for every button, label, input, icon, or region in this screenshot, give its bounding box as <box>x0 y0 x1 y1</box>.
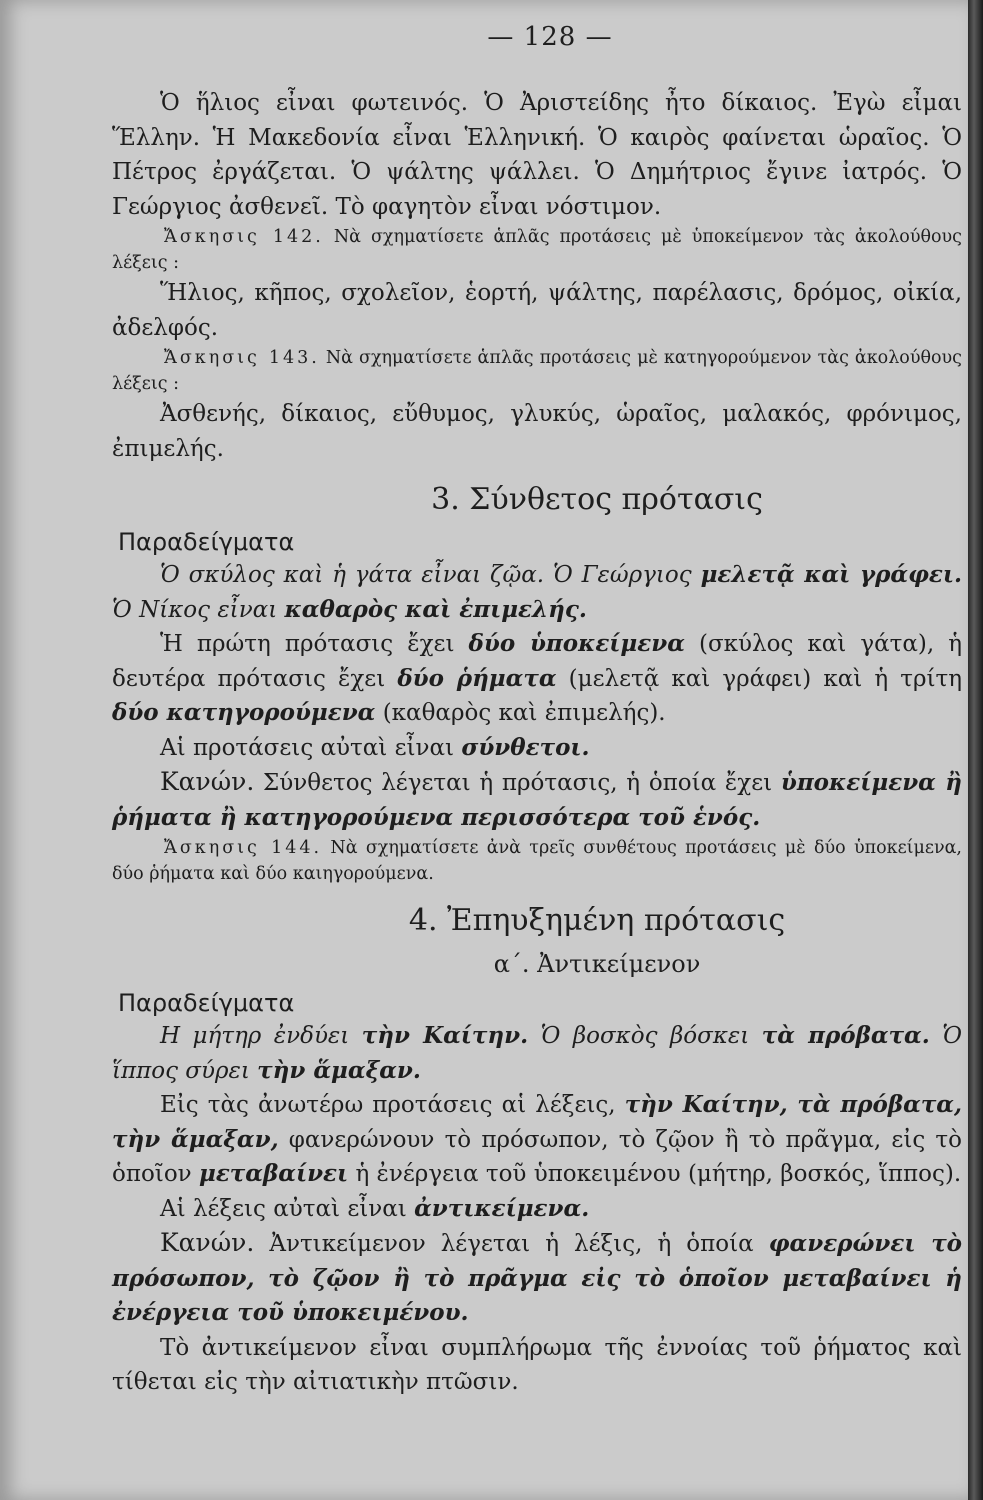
s3-example-c: Ὁ Νίκος εἶναι <box>112 596 278 623</box>
s4-example-e: Ὁ ἵππος σύρει <box>112 1023 962 1084</box>
section-4-heading: 4. Ἐπηυξημένη πρότασις <box>408 903 786 938</box>
intro-paragraph: Ὁ ἥλιος εἶναι φωτεινός. Ὁ Ἀριστείδης ἦτο δίκαιος. Ἐγὼ εἶμαι Ἕλλην. Ἡ Μακεδονία εἶναι Ἑλληνική. Ὁ καιρὸς φαίνεται ὡραῖος. Ὁ Πέτρος ἐργάζεται. Ὁ ψάλτης ψάλλει. Ὁ Δημήτριος ἔγινε ἰατρός. Ὁ Γεώργιος ἀσθενεῖ. Τὸ φαγητὸν εἶναι νόστιμον. <box>112 90 962 220</box>
s3-rule-a: Σύνθετος λέγεται ἡ πρότασις, ἡ ὁποία ἔχει <box>263 770 773 796</box>
s4-expl-a: Εἰς τὰς ἀνωτέρω προτάσεις αἱ λέξεις, <box>160 1092 616 1118</box>
section-3-conclusion <box>112 731 962 766</box>
s3-expl-c: (σκύλος καὶ γάτα), ἡ δευτέρα πρότασις ἔχει <box>112 631 963 692</box>
page-number: — 128 — <box>487 22 613 52</box>
exercise-142-label: Ἄσκησις 142. <box>164 227 324 247</box>
s4-example-d: τὰ πρόβατα. <box>761 1022 930 1049</box>
s4-example-f: τὴν ἅμαξαν. <box>257 1056 421 1084</box>
section-4-conclusion <box>112 1192 962 1227</box>
s3-rule-label: Κανών. <box>160 767 255 796</box>
s3-example-b: μελετᾷ καὶ γράφει. <box>700 561 963 588</box>
s3-example-d: καθαρὸς καὶ ἐπιμελής. <box>284 595 587 623</box>
exercise-143-words: Ἀσθενής, δίκαιος, εὔθυμος, γλυκύς, ὡραῖος, μαλακός, φρόνιμος, ἐπιμελής. <box>112 401 962 462</box>
exercise-143-instruction: Νὰ σχηματίσετε ἁπλᾶς προτάσεις μὲ κατηγορούμενον τὰς ἀκολούθους λέξεις : <box>112 348 962 394</box>
s3-example-a: Ὁ σκύλος καὶ ἡ γάτα εἶναι ζῷα. Ὁ Γεώργιος <box>160 562 692 588</box>
section-3-explanation <box>112 627 962 731</box>
s4-expl-d: μεταβαίνει <box>198 1160 349 1187</box>
exercise-142 <box>112 224 962 276</box>
exercise-144 <box>112 835 962 887</box>
section-4-explanation <box>112 1088 962 1192</box>
section-3-examples <box>112 558 962 627</box>
s4-expl-b: τὴν Καίτην, τὰ πρόβατα, τὴν ἅμαξαν, <box>112 1091 962 1153</box>
s3-expl-f: δύο κατηγορούμενα <box>112 699 376 726</box>
s4-rule-b: φανερώνει τὸ πρόσωπον, τὸ ζῷον ἢ τὸ πρᾶγμα εἰς τὸ ὁποῖον μεταβαίνει ἡ ἐνέργεια τοῦ ὑποκειμένου. <box>112 1230 963 1326</box>
s3-concl-a: Αἱ προτάσεις αὐταὶ εἶναι <box>160 734 455 761</box>
exercise-142-words: Ἥλιος, κῆπος, σχολεῖον, ἑορτή, ψάλτης, παρέλασις, δρόμος, οἰκία, ἀδελφός. <box>112 280 962 341</box>
section-4-closing: Τὸ ἀντικείμενον εἶναι συμπλήρωμα τῆς ἐννοίας τοῦ ῥήματος καὶ τίθεται εἰς τὴν αἰτιατικὴν πτῶσιν. <box>112 1334 962 1395</box>
s4-example-a: Η μήτηρ ἐνδύει <box>160 1023 350 1049</box>
page-edge-shadow <box>968 0 983 1500</box>
exercise-144-label: Ἄσκησις 144. <box>164 838 323 858</box>
section-3-heading: 3. Σύνθετος πρότασις <box>431 482 763 517</box>
s4-expl-e: ἡ ἐνέργεια τοῦ ὑποκειμένου (μήτηρ, βοσκός, ἵππος). <box>355 1161 962 1187</box>
s3-concl-b: σύνθετοι. <box>461 733 590 761</box>
section-4-examples <box>112 1019 962 1088</box>
s3-expl-b: δύο ὑποκείμενα <box>468 630 685 657</box>
s4-concl-b: ἀντικείμενα. <box>414 1194 590 1222</box>
s3-expl-e: (μελετᾷ καὶ γράφει) καὶ ἡ τρίτη <box>568 665 963 692</box>
exercise-143 <box>112 345 962 397</box>
section-3-rule <box>112 765 962 835</box>
exercise-144-instruction: Νὰ σχηματίσετε ἀνὰ τρεῖς συνθέτους προτάσεις μὲ δύο ὑποκείμενα, δύο ῥήματα καὶ δύο καιηγορούμενα. <box>112 838 962 884</box>
s4-expl-c: φανερώνουν τὸ πρόσωπον, τὸ ζῷον ἢ τὸ πρᾶγμα, εἰς τὸ ὁποῖον <box>112 1126 963 1187</box>
section-4-examples-label: Παραδείγματα <box>118 989 295 1017</box>
exercise-142-instruction: Νὰ σχηματίσετε ἁπλᾶς προτάσεις μὲ ὑποκείμενον τὰς ἀκολούθους λέξεις : <box>112 227 962 273</box>
s3-expl-g: (καθαρὸς καὶ ἐπιμελής). <box>382 700 666 726</box>
page-content <box>112 86 962 1400</box>
s4-concl-a: Αἱ λέξεις αὐταὶ εἶναι <box>160 1195 407 1222</box>
section-3-examples-label: Παραδείγματα <box>118 528 295 556</box>
s4-rule-label: Κανών. <box>160 1228 255 1257</box>
section-4-rule <box>112 1226 962 1331</box>
s3-rule-b: ὑποκείμενα ἢ ῥήματα ἢ κατηγορούμενα περισσότερα τοῦ ἑνός. <box>112 769 963 831</box>
s4-example-c: Ὁ βοσκὸς βόσκει <box>540 1023 750 1049</box>
s3-expl-d: δύο ῥήματα <box>397 664 557 692</box>
s4-rule-a: Ἀντικείμενον λέγεται ἡ λέξις, ἡ ὁποία <box>269 1231 754 1257</box>
section-4-subheading: α΄. Ἀντικείμενον <box>493 950 701 978</box>
s3-expl-a: Ἡ πρώτη πρότασις ἔχει <box>160 631 455 657</box>
s4-example-b: τὴν Καίτην. <box>361 1022 529 1049</box>
exercise-143-label: Ἄσκησις 143. <box>164 348 320 368</box>
